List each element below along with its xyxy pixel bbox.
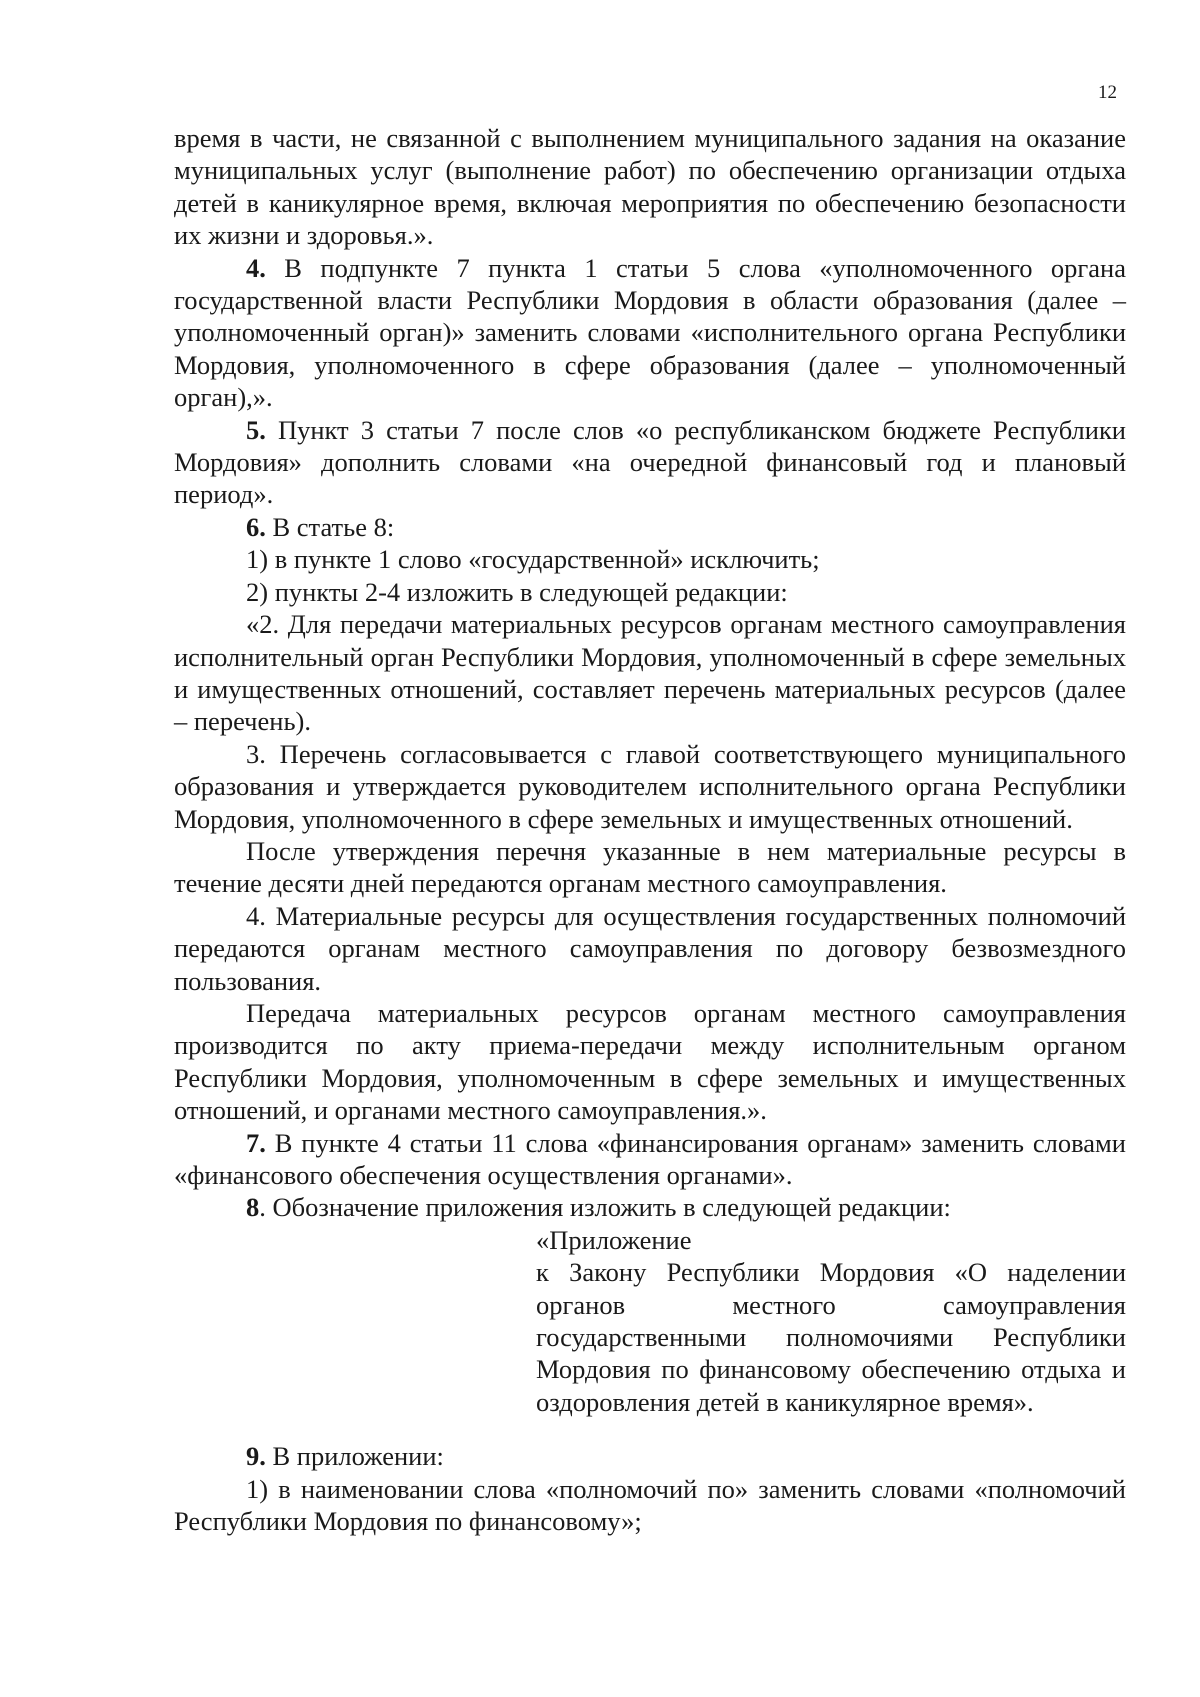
page-number: 12 bbox=[1098, 82, 1117, 103]
item-text: В статье 8: bbox=[265, 511, 395, 542]
quoted-point-2: «2. Для передачи материальных ресурсов органам местного самоуправления исполнительный орган Республики Мордовия, уполномоченный в сфере земельных и имущественных отношений, составляет перечень материальных ресурсов (далее – перечень). bbox=[174, 609, 1126, 737]
paragraph-item-6 bbox=[174, 511, 1126, 543]
subitem-appendix-1: 1) в наименовании слова «полномочий по» заменить словами «полномочий Республики Мордовия по финансовому»; bbox=[174, 1473, 1126, 1537]
paragraph-item-9 bbox=[174, 1440, 1126, 1472]
paragraph-item-5 bbox=[174, 414, 1126, 511]
item-number: 6. bbox=[246, 511, 266, 542]
item-number: 9. bbox=[246, 1441, 266, 1472]
paragraph-item-7 bbox=[174, 1127, 1126, 1192]
paragraph-item-8 bbox=[174, 1191, 1126, 1223]
item-text: В пункте 4 статьи 11 слова «финансирования органам» заменить словами «финансового обеспечения осуществления органами». bbox=[174, 1127, 1126, 1190]
item-number: 7. bbox=[246, 1127, 266, 1158]
quoted-paragraph: После утверждения перечня указанные в нем материальные ресурсы в течение десяти дней передаются органам местного самоуправления. bbox=[174, 835, 1126, 899]
appendix-title: «Приложение bbox=[536, 1224, 692, 1255]
quoted-paragraph-transfer: Передача материальных ресурсов органам местного самоуправления производится по акту приема-передачи между исполнительным органом Республики Мордовия, уполномоченным в сфере земельных и имущественных отношений, и органами местного самоуправления.». bbox=[174, 997, 1126, 1126]
paragraph-continuation: время в части, не связанной с выполнением муниципального задания на оказание муниципальных услуг (выполнение работ) по обеспечению организации отдыха детей в каникулярное время, включая мероприятия по обеспечению безопасности их жизни и здоровья.». bbox=[174, 123, 1126, 251]
appendix-body: к Закону Республики Мордовия «О наделении органов местного самоуправления государственными полномочиями Республики Мордовия по финансовому обеспечению отдыха и оздоровления детей в каникулярное время». bbox=[536, 1257, 1126, 1417]
document-body bbox=[174, 122, 1126, 1537]
item-text: . Обозначение приложения изложить в следующей редакции: bbox=[259, 1192, 951, 1223]
appendix-designation bbox=[536, 1224, 1126, 1418]
item-number: 8 bbox=[246, 1192, 260, 1223]
item-number: 5. bbox=[246, 414, 266, 445]
paragraph-item-4 bbox=[174, 252, 1126, 414]
spacer bbox=[174, 1418, 1126, 1440]
subitem-1: 1) в пункте 1 слово «государственной» исключить; bbox=[246, 544, 820, 575]
item-text: В приложении: bbox=[265, 1441, 444, 1472]
item-number: 4. bbox=[246, 252, 266, 283]
item-text: Пункт 3 статьи 7 после слов «о республиканском бюджете Республики Мордовия» дополнить словами «на очередной финансовый год и плановый период». bbox=[174, 414, 1126, 510]
quoted-point-3: 3. Перечень согласовывается с главой соответствующего муниципального образования и утверждается руководителем исполнительного органа Республики Мордовия, уполномоченного в сфере земельных и имущественных отношений. bbox=[174, 738, 1126, 834]
item-text: В подпункте 7 пункта 1 статьи 5 слова «уполномоченного органа государственной власти Республики Мордовия в области образования (далее – уполномоченный орган)» заменить словами «исполнительного органа Республики Мордовия, уполномоченного в сфере образования (далее – уполномоченный орган),». bbox=[174, 252, 1126, 413]
subitem-2: 2) пункты 2-4 изложить в следующей редакции: bbox=[246, 576, 788, 607]
quoted-point-4: 4. Материальные ресурсы для осуществления государственных полномочий передаются органам местного самоуправления по договору безвозмездного пользования. bbox=[174, 900, 1126, 996]
